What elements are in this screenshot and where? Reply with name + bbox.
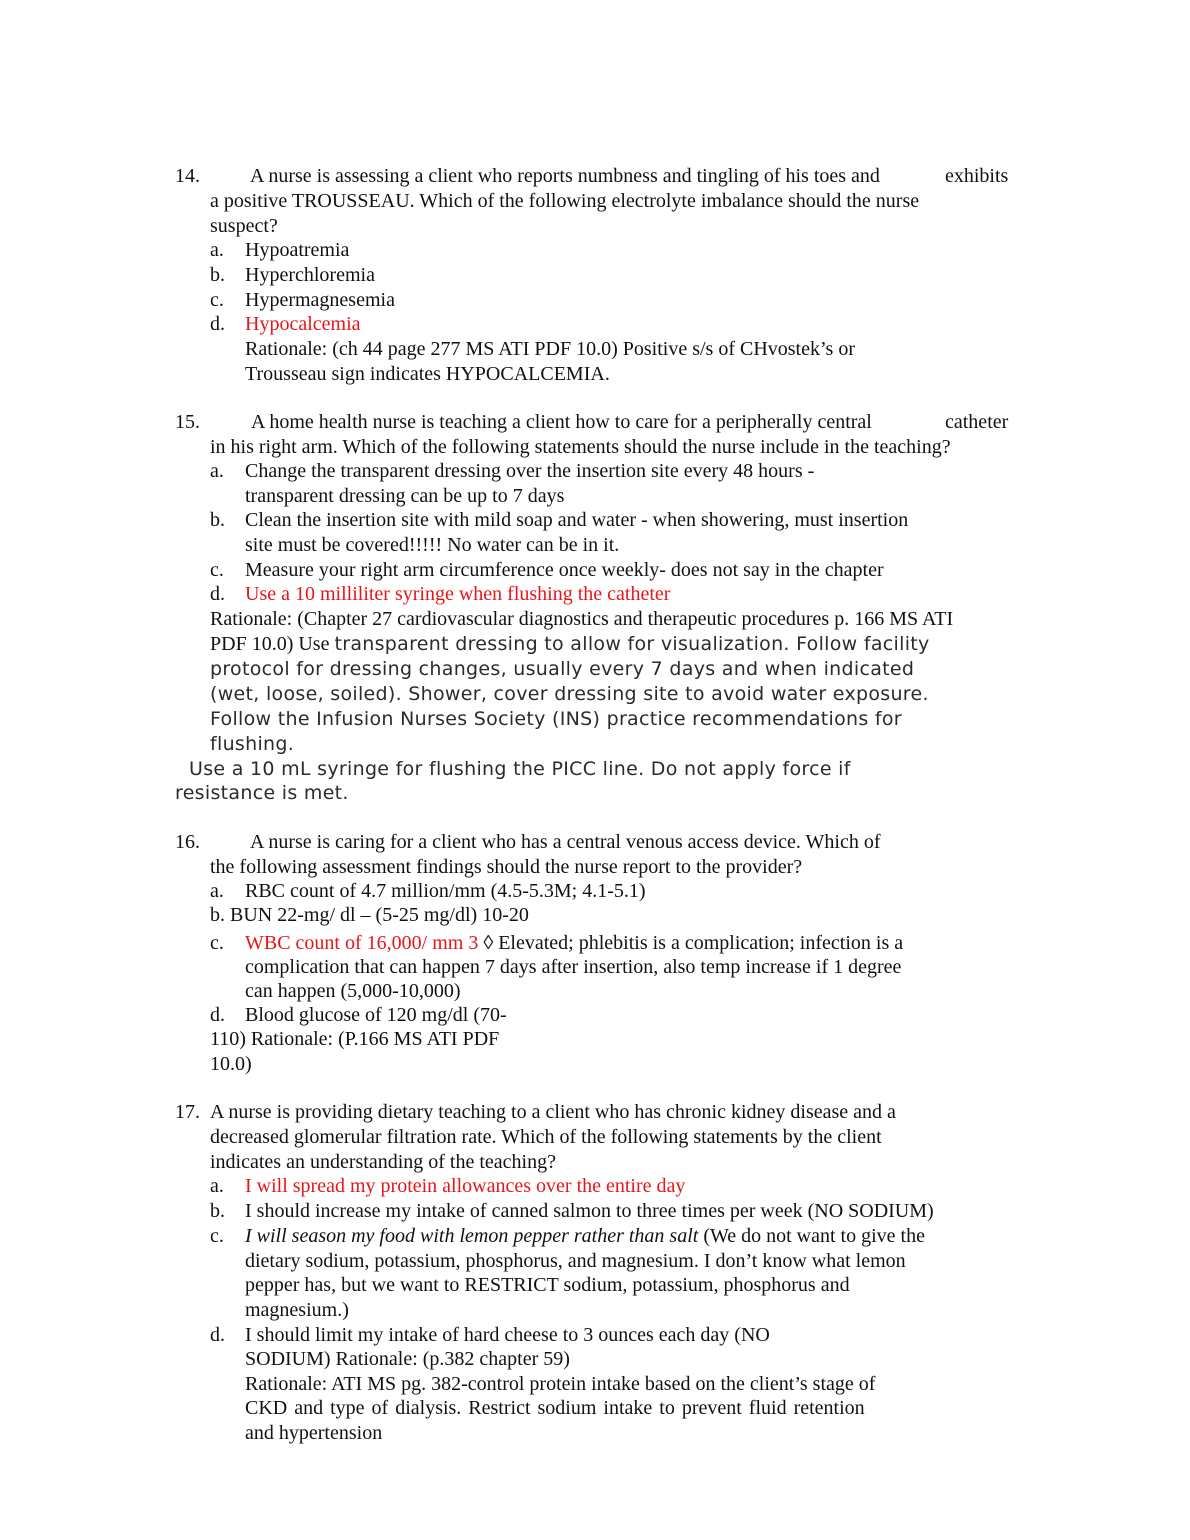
option-text: Measure your right arm circumference once weekly- does not say in the chapter: [245, 559, 884, 581]
question-stem: A nurse is caring for a client who has a central venous access device. Which of: [250, 831, 881, 853]
question-stem: indicates an understanding of the teaching?: [210, 1151, 556, 1173]
option-text: pepper has, but we want to RESTRICT sodium, potassium, phosphorus and: [245, 1274, 850, 1296]
option-text: transparent dressing can be up to 7 days: [245, 485, 565, 507]
rationale: Follow the Infusion Nurses Society (INS) practice recommendations for: [210, 708, 902, 730]
option-letter: b.: [210, 264, 225, 286]
question-stem: in his right arm. Which of the following statements should the nurse include in the teaching?: [210, 436, 951, 458]
option-text: Clean the insertion site with mild soap and water - when showering, must insertion: [245, 509, 909, 531]
option-letter: a.: [210, 880, 224, 902]
question-stem: A home health nurse is teaching a client how to care for a peripherally central: [251, 411, 872, 433]
rationale: flushing.: [210, 733, 295, 755]
option-letter: c.: [210, 559, 224, 581]
question-stem: a positive TROUSSEAU. Which of the following electrolyte imbalance should the nurse: [210, 190, 920, 212]
option-letter: d.: [210, 1004, 225, 1026]
question-stem: A nurse is assessing a client who reports numbness and tingling of his toes and: [250, 165, 880, 187]
question-number: 15.: [175, 411, 200, 433]
option-letter: a.: [210, 1175, 224, 1197]
option-text: dietary sodium, potassium, phosphorus, and magnesium. I don’t know what lemon: [245, 1250, 906, 1272]
question-stem: decreased glomerular filtration rate. Which of the following statements by the client: [210, 1126, 882, 1148]
note: Use a 10 mL syringe for flushing the PICC line. Do not apply force if: [189, 758, 851, 780]
correct-answer: Hypocalcemia: [245, 313, 361, 335]
rationale: Rationale: (ch 44 page 277 MS ATI PDF 10.0) Positive s/s of CHvostek’s or: [245, 338, 855, 360]
option-text: 110) Rationale: (P.166 MS ATI PDF: [210, 1028, 500, 1050]
rationale: Trousseau sign indicates HYPOCALCEMIA.: [245, 363, 610, 385]
option-letter: d.: [210, 1324, 225, 1346]
correct-answer: WBC count of 16,000/ mm 3: [245, 932, 479, 954]
question-stem: the following assessment findings should the nurse report to the provider?: [210, 856, 803, 878]
correct-answer: I will spread my protein allowances over the entire day: [245, 1175, 686, 1197]
rationale: Rationale: (Chapter 27 cardiovascular diagnostics and therapeutic procedures p. 166 MS ATI: [210, 608, 954, 630]
question-number: 14.: [175, 165, 200, 187]
correct-answer: Use a 10 milliliter syringe when flushing the catheter: [245, 583, 671, 605]
option-text: complication that can happen 7 days after insertion, also temp increase if 1 degree: [245, 956, 902, 978]
option-text: RBC count of 4.7 million/mm (4.5-5.3M; 4.1-5.1): [245, 880, 646, 902]
option-text: Hypoatremia: [245, 239, 350, 261]
option-letter: b.: [210, 509, 225, 531]
question-number: 16.: [175, 831, 200, 853]
option-text: site must be covered!!!!! No water can be in it.: [245, 534, 620, 556]
option-text: magnesium.): [245, 1299, 349, 1321]
option-text: can happen (5,000-10,000): [245, 980, 461, 1002]
option-letter: c.: [210, 932, 224, 954]
question-stem: A nurse is providing dietary teaching to a client who has chronic kidney disease and a: [210, 1101, 896, 1123]
question-number: 17.: [175, 1101, 200, 1123]
option-text: I should increase my intake of canned salmon to three times per week (NO SODIUM): [245, 1200, 934, 1222]
option-text: Blood glucose of 120 mg/dl (70-: [245, 1004, 507, 1026]
option-text: 10.0): [210, 1053, 252, 1075]
question-stem: suspect?: [210, 215, 278, 237]
option-letter: a.: [210, 460, 224, 482]
rationale: (wet, loose, soiled). Shower, cover dressing site to avoid water exposure.: [210, 683, 929, 705]
option-text: I will season my food with lemon pepper rather than salt (We do not want to give the: [245, 1225, 925, 1247]
option-text: I should limit my intake of hard cheese to 3 ounces each day (NO: [245, 1324, 770, 1346]
option-text: Hyperchloremia: [245, 264, 375, 286]
option-letter: d.: [210, 583, 225, 605]
rationale: and hypertension: [245, 1422, 383, 1444]
rationale: protocol for dressing changes, usually every 7 days and when indicated: [210, 658, 915, 680]
question-stem: catheter: [945, 411, 1009, 433]
option-letter: a.: [210, 239, 224, 261]
option-text: Hypermagnesemia: [245, 289, 395, 311]
option-text: SODIUM) Rationale: (p.382 chapter 59): [245, 1348, 570, 1370]
option-letter: b.: [210, 1200, 225, 1222]
option-letter: d.: [210, 313, 225, 335]
note: resistance is met.: [175, 782, 349, 804]
option-letter: c.: [210, 1225, 224, 1247]
question-stem: exhibits: [945, 165, 1009, 187]
option-text: Change the transparent dressing over the insertion site every 48 hours -: [245, 460, 815, 482]
option-text: b. BUN 22-mg/ dl – (5-25 mg/dl) 10-20: [210, 904, 529, 926]
option-letter: c.: [210, 289, 224, 311]
rationale: Rationale: ATI MS pg. 382-control protein intake based on the client’s stage of: [245, 1373, 876, 1395]
option-text: WBC count of 16,000/ mm 3 ◊ Elevated; phlebitis is a complication; infection is a: [245, 932, 904, 954]
rationale: CKD and type of dialysis. Restrict sodium intake to prevent fluid retention: [245, 1397, 865, 1419]
rationale: PDF 10.0) Use transparent dressing to allow for visualization. Follow facility: [210, 633, 930, 655]
